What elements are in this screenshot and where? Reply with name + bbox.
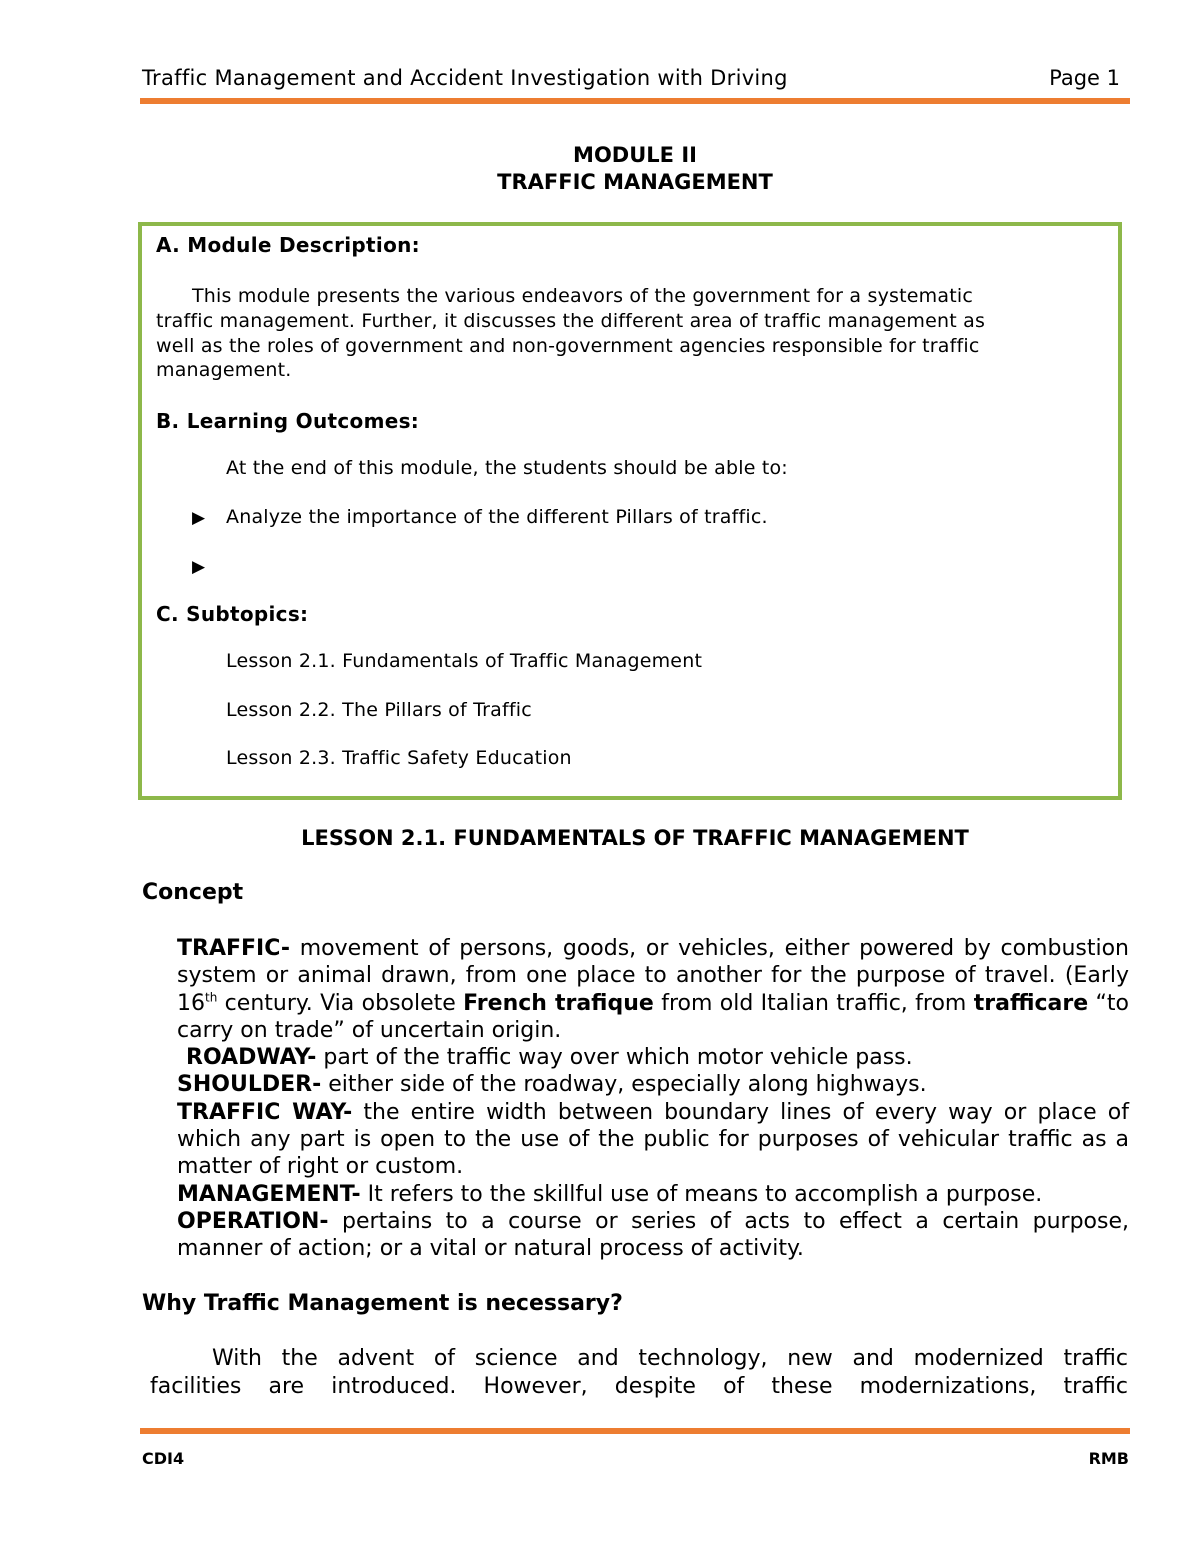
definitions-list [177, 935, 1129, 1263]
term-traffic-way: TRAFFIC WAY- [177, 1099, 353, 1125]
bullet-arrow-icon: ▶ [192, 557, 206, 577]
module-title: TRAFFIC MANAGEMENT [497, 170, 773, 194]
subtopic-lesson-3: Lesson 2.3. Traffic Safety Education [226, 747, 572, 769]
term-operation: OPERATION- [177, 1208, 329, 1234]
footer-rule [140, 1428, 1130, 1434]
bullet-arrow-icon: ▶ [192, 508, 206, 528]
definition-roadway [177, 1044, 1129, 1071]
page-number: Page 1 [1049, 66, 1120, 90]
term-traffic: TRAFFIC- [177, 936, 290, 961]
term-management: MANAGEMENT- [177, 1181, 361, 1207]
definition-text: the entire width between boundary lines of every way or place of which any part is open to the use of the public for purposes of vehicular traffic as a matter of right or custom. [177, 1099, 1129, 1180]
why-paragraph-line2: facilities are introduced. However, despite of these modernizations, traffic [150, 1374, 1128, 1399]
lesson-title: LESSON 2.1. FUNDAMENTALS OF TRAFFIC MANAGEMENT [301, 826, 969, 850]
superscript: th [205, 990, 218, 1005]
definition-shoulder [177, 1071, 1129, 1098]
subtopic-lesson-1: Lesson 2.1. Fundamentals of Traffic Management [226, 650, 703, 672]
footer-initials: RMB [1088, 1449, 1129, 1468]
module-description-line4: management. [156, 359, 292, 381]
why-paragraph-line1 [150, 1346, 1128, 1371]
concept-heading: Concept [142, 880, 244, 905]
definition-text: pertains to a course or series of acts to effect a certain purpose, manner of action; or a vital or natural process of activity. [177, 1208, 1129, 1262]
definition-text: either side of the roadway, especially along highways. [321, 1072, 927, 1098]
learning-outcomes-intro: At the end of this module, the students should be able to: [226, 457, 788, 479]
module-description-line1: This module presents the various endeavors of the government for a systematic [192, 285, 974, 307]
definition-operation [177, 1208, 1129, 1263]
module-summary-box [138, 222, 1122, 800]
subtopics-heading: C. Subtopics: [156, 602, 309, 626]
why-heading: Why Traffic Management is necessary? [142, 1291, 623, 1316]
term-roadway: ROADWAY- [186, 1045, 317, 1071]
subtopic-lesson-2: Lesson 2.2. The Pillars of Traffic [226, 699, 532, 721]
module-description-line2: traffic management. Further, it discusses the different area of traffic management as [156, 310, 986, 332]
learning-outcomes-heading: B. Learning Outcomes: [156, 409, 420, 433]
term-shoulder: SHOULDER- [177, 1072, 322, 1098]
module-description-heading: A. Module Description: [156, 233, 420, 257]
definition-text: part of the traffic way over which motor vehicle pass. [316, 1045, 913, 1071]
term-french-trafique: French trafique [463, 990, 654, 1016]
header-title: Traffic Management and Accident Investigation with Driving [142, 66, 788, 90]
learning-outcome-1: Analyze the importance of the different Pillars of traffic. [226, 506, 768, 528]
why-text-line1: With the advent of science and technology, new and modernized traffic [212, 1346, 1128, 1371]
header-rule [140, 98, 1130, 104]
definition-traffic [177, 935, 1129, 1044]
definition-text: from old Italian traffic, from [653, 990, 974, 1016]
definition-text: movement of persons, goods, or vehicles, either powered by combustion system or animal drawn, from one place to another for the purpose of travel. (Early 16 [177, 936, 1129, 1016]
term-trafficare: trafficare [973, 990, 1089, 1016]
module-description-line3: well as the roles of government and non-government agencies responsible for traffic [156, 335, 980, 357]
page-header [142, 66, 1130, 96]
definition-text: It refers to the skillful use of means to accomplish a purpose. [360, 1181, 1043, 1207]
footer-course-code: CDI4 [142, 1449, 185, 1468]
definition-traffic-way [177, 1099, 1129, 1181]
definition-management [177, 1181, 1129, 1208]
definition-text: century. Via obsolete [217, 990, 464, 1016]
definition-text: “to carry on trade” of uncertain origin. [177, 990, 1129, 1043]
module-number: MODULE II [573, 143, 697, 167]
